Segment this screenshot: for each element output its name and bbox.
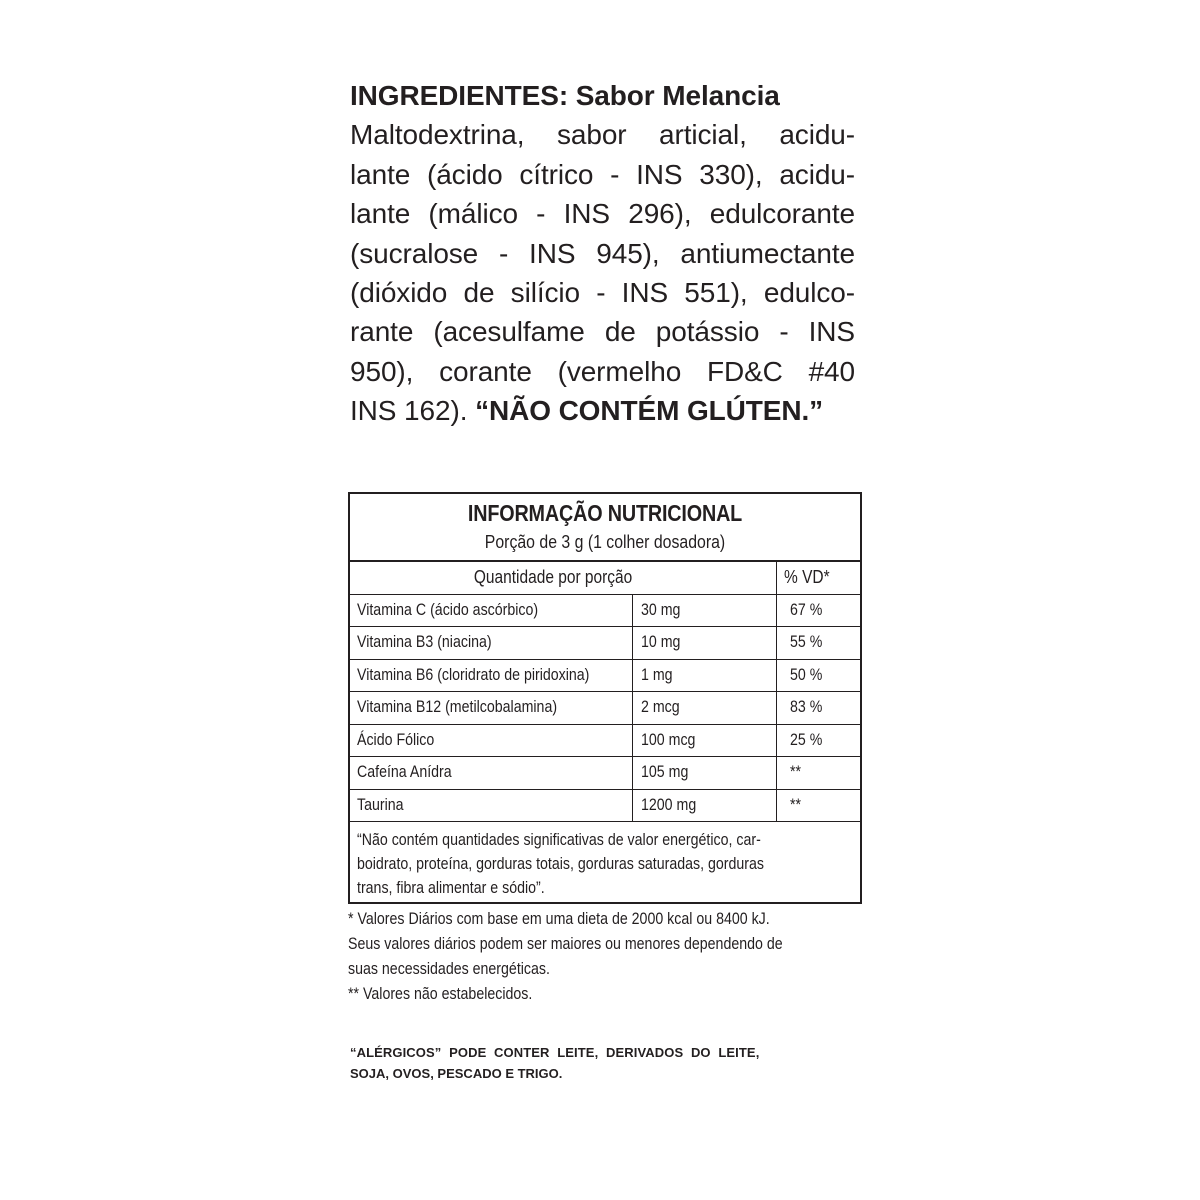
nutrition-portion: Porção de 3 g (1 colher dosadora) xyxy=(484,532,726,552)
nutrient-amount-cell xyxy=(633,692,777,724)
note-line: * Valores Diários com base em uma dieta de 2000 kcal ou 8400 kJ. xyxy=(348,910,770,928)
note-line: ** Valores não estabelecidos. xyxy=(348,985,533,1003)
nutrient-name: Vitamina B12 (metilcobalamina) xyxy=(357,698,558,717)
ingredients-block xyxy=(350,76,855,431)
nutrient-vd: 25 % xyxy=(790,730,823,749)
nutrient-name-cell xyxy=(350,725,633,757)
nutrient-vd-cell xyxy=(777,790,860,822)
quantity-header: Quantidade por porção xyxy=(473,567,633,588)
nutrient-vd-cell xyxy=(777,692,860,724)
nutrient-amount-cell xyxy=(633,660,777,692)
ingredients-last-line xyxy=(350,391,855,430)
nutrient-name: Vitamina B6 (cloridrato de piridoxina) xyxy=(357,665,590,684)
table-row xyxy=(350,627,860,660)
nutrition-header xyxy=(350,494,860,562)
nutrient-vd-cell xyxy=(777,627,860,659)
ingredients-last-line-text: INS 162). xyxy=(350,395,476,427)
nutrition-column-header xyxy=(350,562,860,595)
allergen-line: SOJA, OVOS, PESCADO E TRIGO. xyxy=(350,1066,563,1081)
nutrient-vd: ** xyxy=(790,763,802,782)
table-row xyxy=(350,660,860,693)
table-row xyxy=(350,692,860,725)
nutrient-name: Cafeína Anídra xyxy=(357,763,452,782)
ingredients-line: 950), corante (vermelho FD&C #40 xyxy=(350,355,855,387)
table-row xyxy=(350,790,860,823)
ingredients-heading: INGREDIENTES: Sabor Melancia xyxy=(350,80,780,111)
nutrient-amount: 100 mcg xyxy=(641,730,696,749)
nutrient-vd-cell xyxy=(777,757,860,789)
nutrient-name-cell xyxy=(350,627,633,659)
nutrient-amount-cell xyxy=(633,627,777,659)
daily-values-notes xyxy=(348,907,853,1007)
ingredients-line: rante (acesulfame de potássio - INS xyxy=(350,316,855,348)
nutrient-vd-cell xyxy=(777,725,860,757)
table-row xyxy=(350,757,860,790)
vd-header-cell xyxy=(777,562,860,594)
ingredients-line: lante (málico - INS 296), edulcorante xyxy=(350,198,855,230)
nutrient-amount: 2 mcg xyxy=(641,698,680,717)
allergen-warning xyxy=(350,1042,759,1084)
nutrient-amount: 30 mg xyxy=(641,600,681,619)
table-row xyxy=(350,725,860,758)
allergen-line: “ALÉRGICOS” PODE CONTER LEITE, DERIVADOS DO LEITE, xyxy=(350,1045,760,1060)
note-line: suas necessidades energéticas. xyxy=(348,960,550,978)
nutrient-name: Vitamina B3 (niacina) xyxy=(357,633,492,652)
nutrient-vd: 67 % xyxy=(790,600,823,619)
nutrient-vd: 83 % xyxy=(790,698,823,717)
nutrient-name: Vitamina C (ácido ascórbico) xyxy=(357,600,539,619)
nutrient-vd: 50 % xyxy=(790,665,823,684)
ingredients-line: (dióxido de silício - INS 551), edulco- xyxy=(350,277,855,309)
nutrient-name-cell xyxy=(350,692,633,724)
ingredients-line: lante (ácido cítrico - INS 330), acidu- xyxy=(350,158,855,190)
vd-header: % VD* xyxy=(784,567,830,588)
nutrient-amount: 105 mg xyxy=(641,763,689,782)
quantity-header-cell xyxy=(350,562,777,594)
nutrient-vd-cell xyxy=(777,595,860,627)
nutrient-amount-cell xyxy=(633,757,777,789)
nutrient-vd-cell xyxy=(777,660,860,692)
nutrient-name-cell xyxy=(350,595,633,627)
note-line: Seus valores diários podem ser maiores ou menores dependendo de xyxy=(348,935,783,953)
nutrient-name-cell xyxy=(350,757,633,789)
nutrient-name-cell xyxy=(350,660,633,692)
nutrient-amount-cell xyxy=(633,725,777,757)
nutrient-name: Taurina xyxy=(357,795,404,814)
nutrient-amount: 1 mg xyxy=(641,665,673,684)
nutrient-amount: 1200 mg xyxy=(641,795,697,814)
nutrient-vd: ** xyxy=(790,795,802,814)
nutrition-title: INFORMAÇÃO NUTRICIONAL xyxy=(467,500,743,526)
ingredients-line: Maltodextrina, sabor articial, acidu- xyxy=(350,119,855,151)
nutrient-amount-cell xyxy=(633,790,777,822)
nutrition-footnote xyxy=(350,822,860,902)
nutrient-name: Ácido Fólico xyxy=(357,730,435,749)
nutrient-amount-cell xyxy=(633,595,777,627)
table-row xyxy=(350,595,860,628)
footnote-line: trans, fibra alimentar e sódio”. xyxy=(357,879,545,897)
ingredients-line: (sucralose - INS 945), antiumectante xyxy=(350,237,855,269)
nutrient-vd: 55 % xyxy=(790,633,823,652)
footnote-line: “Não contém quantidades significativas de valor energético, car- xyxy=(357,831,761,849)
nutrition-table xyxy=(348,492,862,904)
gluten-notice: “NÃO CONTÉM GLÚTEN.” xyxy=(475,395,824,427)
nutrient-name-cell xyxy=(350,790,633,822)
nutrient-amount: 10 mg xyxy=(641,633,681,652)
footnote-line: boidrato, proteína, gorduras totais, gorduras saturadas, gorduras xyxy=(357,855,765,873)
